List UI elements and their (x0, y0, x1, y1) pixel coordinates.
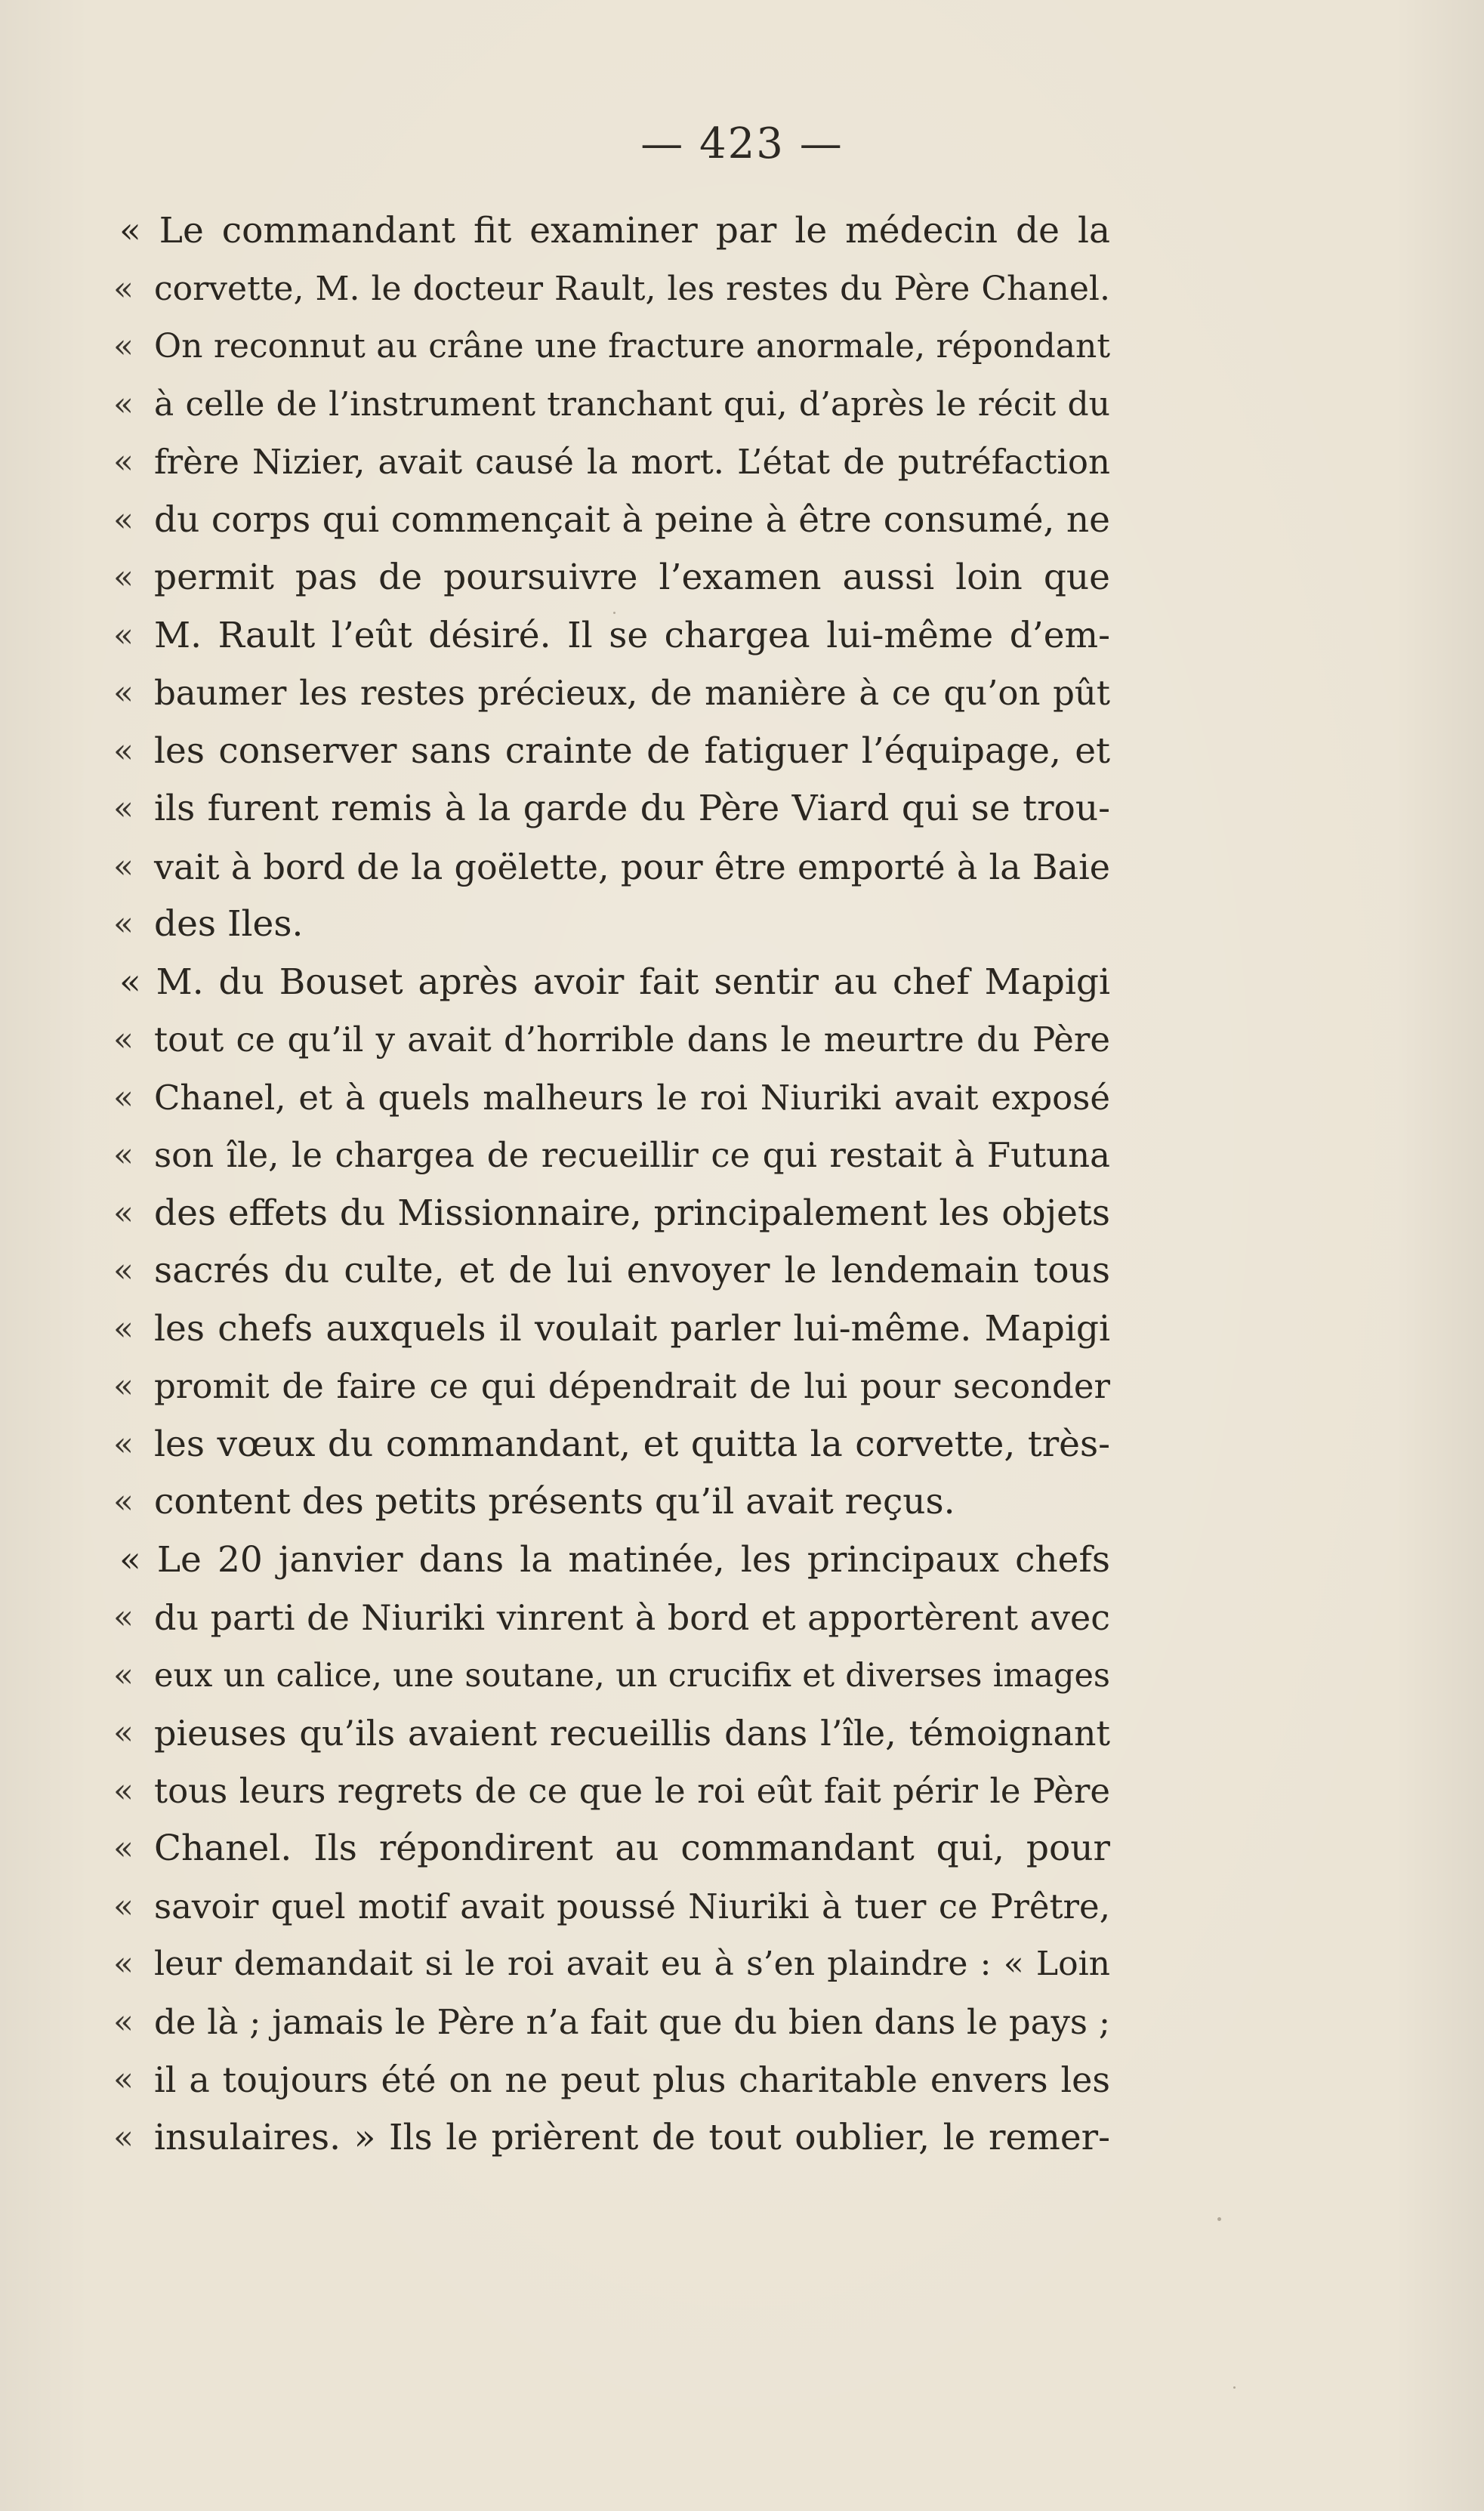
text-line-content: leur demandait si le roi avait eu à s’en plaindre : « Loin (154, 1945, 1110, 1983)
quote-mark: « (113, 500, 134, 539)
text-line (113, 1242, 1110, 1300)
quote-mark: « (113, 2060, 134, 2099)
text-line (113, 723, 1110, 781)
text-line-content: eux un calice, une soutane, un crucifix et diverses images (154, 1656, 1110, 1695)
quote-mark: « (113, 327, 134, 366)
text-line-content: frère Nizier, avait causé la mort. L’état de putréfaction (154, 442, 1110, 482)
text-line (113, 433, 1110, 492)
quote-mark: « (113, 1020, 134, 1059)
text-line-content: les chefs auxquels il voulait parler lui-même. Mapigi (154, 1307, 1110, 1350)
quote-mark: « (113, 443, 134, 481)
text-line (113, 1069, 1110, 1127)
quote-mark: « (113, 789, 134, 828)
text-line (113, 1473, 1110, 1532)
text-line-content: du corps qui commençait à peine à être consumé, ne (154, 498, 1110, 541)
text-line (113, 1300, 1110, 1359)
text-line-content: les vœux du commandant, et quitta la corvette, très- (154, 1423, 1110, 1465)
paragraph-start-line: « M. du Bouset après avoir fait sentir au chef Mapigi (119, 961, 1110, 1003)
text-line (113, 780, 1110, 838)
text-line (113, 1878, 1110, 1936)
quote-mark: « (113, 269, 134, 308)
text-line-content: des Iles. (154, 903, 304, 945)
quote-mark: « (113, 674, 134, 712)
quote-mark: « (113, 1598, 134, 1636)
quote-mark: « (113, 1945, 134, 1983)
quote-mark: « (113, 384, 134, 424)
text-line-content: content des petits présents qu’il avait reçus. (154, 1481, 955, 1522)
text-line-content: ils furent remis à la garde du Père Viard qui se trou- (154, 788, 1110, 829)
paper-speck (1217, 2217, 1221, 2221)
text-line (113, 376, 1110, 434)
text-line-content: corvette, M. le docteur Rault, les restes du Père Chanel. (154, 269, 1110, 308)
quote-mark: « (113, 1136, 134, 1174)
body-text (113, 202, 1110, 2167)
quote-mark: « (113, 1482, 134, 1521)
text-line (113, 954, 1110, 1012)
quote-mark: « (113, 1367, 134, 1405)
text-line (113, 1936, 1110, 1994)
text-line (113, 1820, 1110, 1878)
text-line (113, 607, 1110, 665)
quote-mark: « (113, 2118, 134, 2157)
paper-speck (1233, 2386, 1236, 2389)
quote-mark: « (113, 1309, 134, 1348)
text-line-content: son île, le chargea de recueillir ce qui restait à Futuna (154, 1135, 1110, 1175)
quote-mark: « (113, 1251, 134, 1290)
text-line-content: M. Rault l’eût désiré. Il se chargea lui-même d’em- (154, 614, 1110, 656)
text-line (113, 549, 1110, 607)
text-line (113, 2051, 1110, 2109)
text-line-content: les conserver sans crainte de fatiguer l’équipage, et (154, 730, 1110, 772)
text-line (113, 1589, 1110, 1647)
text-line-content: insulaires. » Ils le prièrent de tout oublier, le remer- (154, 2116, 1110, 2158)
paragraph-start-line: « Le commandant fit examiner par le médecin de la (119, 210, 1110, 251)
text-line (113, 1011, 1110, 1069)
text-line-content: pieuses qu’ils avaient recueillis dans l’île, témoignant (154, 1713, 1110, 1754)
text-line (113, 1416, 1110, 1474)
text-line-content: On reconnut au crâne une fracture anormale, répondant (154, 327, 1110, 366)
paragraph-start-line: « Le 20 janvier dans la matinée, les principaux chefs (119, 1538, 1110, 1581)
quote-mark: « (113, 2002, 134, 2041)
quote-mark: « (113, 1424, 134, 1464)
text-line (113, 202, 1110, 261)
text-line-content: baumer les restes précieux, de manière à ce qu’on pût (154, 673, 1110, 713)
text-line (113, 1704, 1110, 1763)
quote-mark: « (113, 847, 134, 886)
text-line (113, 1763, 1110, 1821)
text-line-content: Chanel. Ils répondirent au commandant qui, pour (154, 1828, 1110, 1869)
text-line (113, 1185, 1110, 1243)
quote-mark: « (113, 615, 134, 655)
text-line-content: Chanel, et à quels malheurs le roi Niuriki avait exposé (154, 1077, 1110, 1118)
text-line-content: à celle de l’instrument tranchant qui, d’après le récit du (154, 384, 1110, 424)
quote-mark: « (113, 558, 134, 597)
quote-mark: « (113, 905, 134, 943)
quote-mark: « (113, 731, 134, 770)
text-line (113, 318, 1110, 376)
text-line (113, 896, 1110, 954)
text-line (113, 665, 1110, 723)
text-line (113, 1127, 1110, 1185)
page-number: — 423 — (640, 119, 844, 168)
quote-mark: « (113, 1193, 134, 1232)
paper-speck (613, 612, 616, 614)
text-line-content: savoir quel motif avait poussé Niuriki à tuer ce Prêtre, (154, 1886, 1110, 1926)
text-line-content: sacrés du culte, et de lui envoyer le lendemain tous (154, 1250, 1110, 1291)
text-line (113, 492, 1110, 550)
text-line-content: promit de faire ce qui dépendrait de lui pour seconder (154, 1366, 1110, 1406)
text-line (113, 261, 1110, 319)
text-line (113, 838, 1110, 896)
text-line-content: vait à bord de la goëlette, pour être emporté à la Baie (154, 846, 1110, 887)
quote-mark: « (113, 1078, 134, 1117)
quote-mark: « (113, 1714, 134, 1752)
quote-mark: « (113, 1771, 134, 1810)
text-line (113, 2109, 1110, 2167)
text-line-content: permit pas de poursuivre l’examen aussi loin que (154, 557, 1110, 598)
quote-mark: « (113, 1655, 134, 1695)
text-line-content: tout ce qu’il y avait d’horrible dans le meurtre du Père (154, 1020, 1110, 1060)
text-line-content: tous leurs regrets de ce que le roi eût fait périr le Père (154, 1770, 1110, 1811)
text-line (113, 1647, 1110, 1705)
quote-mark: « (113, 1829, 134, 1868)
text-line (113, 1994, 1110, 2052)
text-line-content: il a toujours été on ne peut plus charitable envers les (154, 2059, 1110, 2100)
text-line-content: de là ; jamais le Père n’a fait que du bien dans le pays ; (154, 2001, 1110, 2042)
quote-mark: « (113, 1886, 134, 1926)
text-line (113, 1532, 1110, 1590)
text-line-content: du parti de Niuriki vinrent à bord et apportèrent avec (154, 1597, 1110, 1638)
text-line (113, 1358, 1110, 1416)
text-line-content: des effets du Missionnaire, principalement les objets (154, 1192, 1110, 1234)
